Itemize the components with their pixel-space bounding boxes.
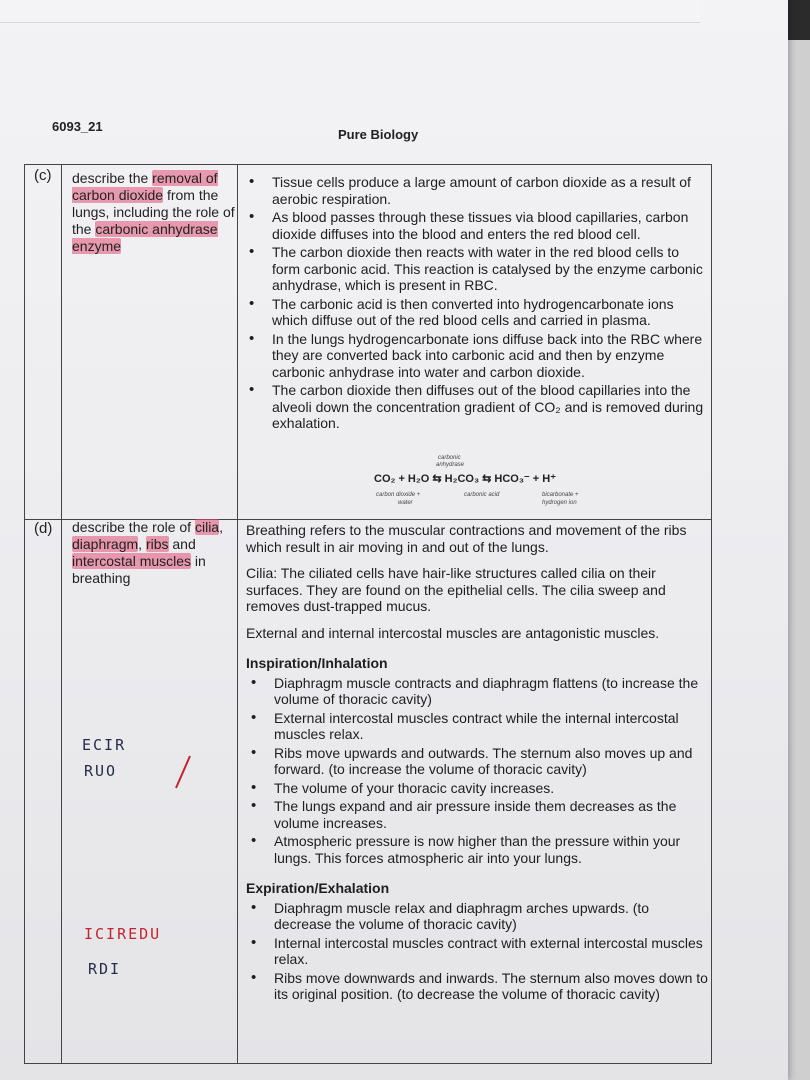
inspiration-step: • The volume of your thoracic cavity increases. bbox=[246, 780, 708, 797]
inspiration-list bbox=[246, 675, 708, 867]
inspiration-heading: Inspiration/Inhalation bbox=[246, 655, 388, 671]
inspiration-step: • Ribs move upwards and outwards. The sternum also moves up and forward. (to increase the volume of thoracic cavity) bbox=[246, 745, 708, 778]
section-c-bullet: • The carbonic acid is then converted into hydrogencarbonate ions which diffuse out of the red blood cells and carried in plasma. bbox=[244, 296, 706, 329]
expiration-step: • Diaphragm muscle relax and diaphragm arches upwards. (to decrease the volume of thoracic cavity) bbox=[246, 900, 708, 933]
handwritten-note: RDI bbox=[88, 960, 122, 978]
section-c-bullet-list bbox=[244, 174, 706, 432]
paper-code: 6093_21 bbox=[52, 119, 103, 134]
handwritten-note: RUO bbox=[84, 762, 118, 780]
cilia-description: Cilia: The ciliated cells have hair-like structures called cilia on their surfaces. They are found on the epithelial cells. The cilia sweep and removes dust-trapped mucus. bbox=[246, 565, 666, 614]
expiration-step: • Ribs move downwards and inwards. The sternum also moves down to its original position. (to decrease the volume of thoracic cavity) bbox=[246, 970, 708, 1003]
expiration-step: • Internal intercostal muscles contract with external intercostal muscles relax. bbox=[246, 935, 708, 968]
enzyme-label-top: carbonic bbox=[438, 455, 461, 461]
inspiration-step: • Diaphragm muscle contracts and diaphragm flattens (to increase the volume of thoracic cavity) bbox=[246, 675, 708, 708]
equation-label-products-2: hydrogen ion bbox=[542, 500, 577, 506]
enzyme-label-bottom: anhydrase bbox=[436, 462, 465, 468]
section-c-bullet: • The carbon dioxide then reacts with water in the red blood cells to form carbonic acid. This reaction is catalysed by the enzyme carbonic anhydrase, which is present in RBC. bbox=[244, 244, 706, 294]
page-title: Pure Biology bbox=[338, 127, 419, 142]
section-c-bullet: • Tissue cells produce a large amount of carbon dioxide as a result of aerobic respiration. bbox=[244, 174, 706, 207]
equation-label-products: bicarbonate + bbox=[542, 492, 579, 498]
section-c-bullet: • The carbon dioxide then diffuses out of the blood capillaries into the alveoli down the concentration gradient of CO₂ and is removed during exhalation. bbox=[244, 382, 706, 432]
section-c-bullet: • In the lungs hydrogencarbonate ions diffuse back into the RBC where they are converted back into carbonic acid and then by enzyme carbonic anhydrase into water and carbon dioxide. bbox=[244, 331, 706, 381]
section-d-content bbox=[246, 522, 708, 1005]
equation-label-reactants: carbon dioxide + bbox=[376, 492, 421, 498]
equation-label-middle: carbonic acid bbox=[464, 492, 500, 498]
antagonistic-statement: External and internal intercostal muscles are antagonistic muscles. bbox=[246, 624, 660, 641]
underlying-sheet bbox=[0, 0, 700, 23]
expiration-heading: Expiration/Exhalation bbox=[246, 880, 390, 896]
section-d-objective: describe the role of cilia, diaphragm, ribs and intercostal muscles in breathing bbox=[72, 519, 223, 586]
pen-mark-icon bbox=[168, 752, 198, 792]
equation-formula: CO₂ + H₂O ⇆ H₂CO₃ ⇆ HCO₃⁻ + H⁺ bbox=[374, 473, 557, 485]
inspiration-step: • Atmospheric pressure is now higher than the pressure within your lungs. This forces atmospheric air into your lungs. bbox=[246, 833, 708, 866]
handwritten-note: ICIREDU bbox=[84, 925, 162, 943]
equation-label-reactants-2: water bbox=[398, 500, 413, 506]
handwritten-note: ECIR bbox=[82, 736, 127, 754]
section-c-label: (c) bbox=[34, 167, 52, 184]
carbonic-acid-equation bbox=[374, 455, 634, 515]
section-d-label: (d) bbox=[34, 520, 53, 537]
column-divider-1 bbox=[61, 165, 62, 1063]
column-divider-2 bbox=[237, 165, 238, 1063]
inspiration-step: • The lungs expand and air pressure inside them decreases as the volume increases. bbox=[246, 798, 708, 831]
expiration-list bbox=[246, 900, 708, 1003]
section-c-objective: describe the removal of carbon dioxide from the lungs, including the role of the carbonic anhydrase enzyme bbox=[72, 170, 235, 254]
inspiration-step: • External intercostal muscles contract while the internal intercostal muscles relax. bbox=[246, 710, 708, 743]
section-c-content bbox=[244, 174, 706, 434]
section-c-bullet: • As blood passes through these tissues via blood capillaries, carbon dioxide diffuses into the blood and enters the red blood cell. bbox=[244, 209, 706, 242]
breathing-intro: Breathing refers to the muscular contractions and movement of the ribs which result in air moving in and out of the lungs. bbox=[246, 522, 687, 555]
